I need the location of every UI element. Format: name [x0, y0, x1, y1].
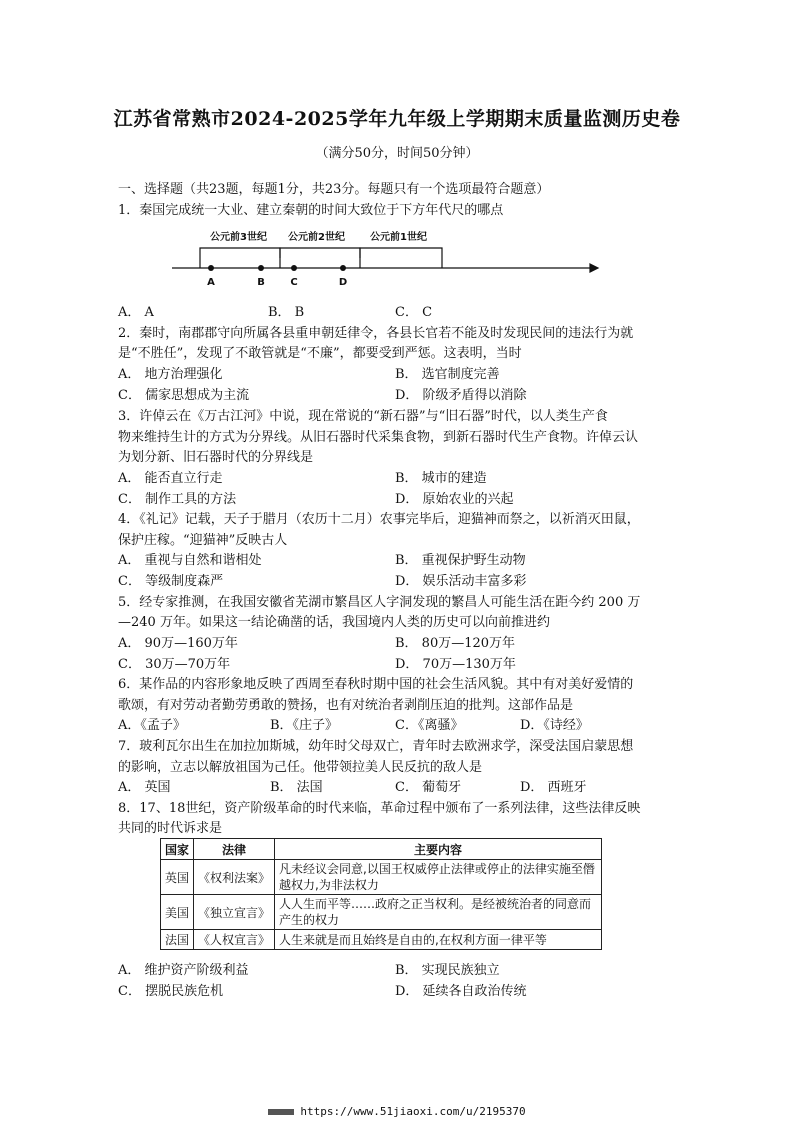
question-8-line: 8．17、18世纪，资产阶级革命的时代来临，革命过程中颁布了一系列法律，这些法律反映 — [118, 801, 641, 816]
option-b: B． 城市的建造 — [395, 471, 487, 486]
option-b: B． 法国 — [270, 780, 323, 795]
timeline-century-label: 公元前3世纪 — [210, 232, 267, 243]
footer — [0, 1105, 794, 1118]
table-cell-content: 凡未经议会同意,以国王权威停止法律或停止的法律实施至僭越权力,为非法权力 — [275, 860, 602, 895]
question-7-line: 7．玻利瓦尔出生在加拉加斯城，幼年时父母双亡，青年时去欧洲求学，深受法国启蒙思想 — [118, 739, 634, 754]
question-4-line: 4．《礼记》记载，天子于腊月（农历十二月）农事完毕后，迎猫神而祭之，以祈消灭田鼠， — [118, 512, 640, 527]
option-d: D． 阶级矛盾得以消除 — [395, 388, 527, 403]
question-5-line: 5．经专家推测，在我国安徽省芜湖市繁昌区人字洞发现的繁昌人可能生活在距今约 200 万 — [118, 595, 641, 610]
table-header-row — [161, 839, 602, 860]
page-title: 江苏省常熟市2024-2025学年九年级上学期期末质量监测历史卷 — [113, 108, 681, 130]
timeline-point-label: C — [290, 277, 298, 288]
option-d: D． 70万—130万年 — [395, 657, 516, 672]
option-d: D． 娱乐活动丰富多彩 — [395, 574, 527, 589]
site-logo-icon — [268, 1109, 294, 1115]
question-6-line: 歌颂，有对劳动者勤劳勇敢的赞扬，也有对统治者剥削压迫的批判。这部作品是 — [118, 698, 574, 713]
question-2-line: 是“不胜任”，发现了不敢管就是“不廉”，都要受到严惩。这表明，当时 — [118, 346, 522, 361]
table-cell-content: 人人生而平等……政府之正当权利。是经被统治者的同意而产生的权力 — [275, 895, 602, 930]
timeline-point — [291, 265, 297, 271]
option-b: B． 实现民族独立 — [395, 963, 500, 978]
timeline-bracket — [200, 248, 280, 258]
option-b: B． B — [268, 305, 305, 320]
timeline-bracket — [360, 248, 442, 268]
table-cell-content: 人生来就是而且始终是自由的,在权利方面一律平等 — [275, 930, 602, 950]
question-5-line: —240 万年。如果这一结论确凿的话，我国境内人类的历史可以向前推进约 — [118, 615, 550, 630]
timeline-point-label: D — [338, 277, 348, 288]
timeline-arrow-icon — [590, 264, 598, 272]
timeline-century-label: 公元前2世纪 — [288, 232, 345, 243]
option-c: C． C — [395, 305, 433, 320]
option-b: B．《庄子》 — [270, 718, 339, 733]
table-header-cell: 国家 — [161, 839, 194, 860]
option-a: A． 维护资产阶级利益 — [118, 963, 249, 978]
timeline-point-label: B — [257, 277, 265, 288]
question-2-line: 2．秦时，南郡郡守向所属各县重申朝廷律令，各县长官若不能及时发现民间的违法行为就 — [118, 326, 634, 341]
question-1-stem: 1．秦国完成统一大业、建立秦朝的时间大致位于下方年代尺的哪点 — [118, 203, 504, 218]
option-c: C． 制作工具的方法 — [118, 492, 237, 507]
table-header-cell: 法律 — [194, 839, 275, 860]
question-6-line: 6．某作品的内容形象地反映了西周至春秋时期中国的社会生活风貌。其中有对美好爱情的 — [118, 677, 634, 692]
option-a: A． 地方治理强化 — [118, 367, 223, 382]
exam-subtitle: （满分50分，时间50分钟） — [315, 146, 479, 161]
table-row — [161, 930, 602, 950]
laws-table — [160, 838, 602, 950]
timeline-point — [208, 265, 214, 271]
question-3-line: 3．许倬云在《万古江河》中说，现在常说的“新石器”与“旧石器”时代，以人类生产食 — [118, 409, 608, 424]
table-cell-law: 《权利法案》 — [194, 860, 275, 895]
timeline-bracket — [280, 248, 360, 258]
timeline-point — [340, 265, 346, 271]
option-c: C． 儒家思想成为主流 — [118, 388, 250, 403]
timeline-century-label: 公元前1世纪 — [370, 232, 427, 243]
table-cell-law: 《独立宣言》 — [194, 895, 275, 930]
option-c: C． 30万—70万年 — [118, 657, 231, 672]
table-cell-country: 美国 — [161, 895, 194, 930]
option-a: A． 英国 — [118, 780, 171, 795]
timeline-ruler — [170, 228, 600, 290]
option-a: A． 90万—160万年 — [118, 636, 238, 651]
option-a: A． 重视与自然和谐相处 — [118, 553, 262, 568]
option-c: C． 等级制度森严 — [118, 574, 224, 589]
option-b: B． 重视保护野生动物 — [395, 553, 526, 568]
option-d: D． 延续各自政治传统 — [395, 984, 527, 999]
option-d: D． 西班牙 — [520, 780, 587, 795]
option-a: A． 能否直立行走 — [118, 471, 223, 486]
option-a: A．《孟子》 — [118, 718, 186, 733]
table-cell-law: 《人权宣言》 — [194, 930, 275, 950]
table-row — [161, 895, 602, 930]
option-b: B． 80万—120万年 — [395, 636, 516, 651]
table-row — [161, 860, 602, 895]
question-4-line: 保护庄稼。“迎猫神”反映古人 — [118, 533, 288, 548]
question-8-line: 共同的时代诉求是 — [118, 821, 223, 836]
timeline-point — [258, 265, 264, 271]
option-c: C． 摆脱民族危机 — [118, 984, 224, 999]
table-cell-country: 法国 — [161, 930, 194, 950]
option-b: B． 选官制度完善 — [395, 367, 500, 382]
option-d: D． 原始农业的兴起 — [395, 492, 514, 507]
table-header-cell: 主要内容 — [275, 839, 602, 860]
table-cell-country: 英国 — [161, 860, 194, 895]
option-c: C．《离骚》 — [395, 718, 464, 733]
option-c: C． 葡萄牙 — [395, 780, 462, 795]
option-d: D．《诗经》 — [520, 718, 589, 733]
question-3-line: 物来维持生计的方式为分界线。从旧石器时代采集食物，到新石器时代生产食物。许倬云认 — [118, 430, 639, 445]
question-3-line: 为划分新、旧石器时代的分界线是 — [118, 450, 314, 465]
timeline-point-label: A — [207, 277, 215, 288]
question-7-line: 的影响，立志以解放祖国为己任。他带领拉美人民反抗的敌人是 — [118, 760, 483, 775]
option-a: A． A — [118, 305, 154, 320]
footer-url[interactable]: https://www.51jiaoxi.com/u/2195370 — [300, 1105, 526, 1118]
section-heading: 一、选择题（共23题，每题1分，共23分。每题只有一个选项最符合题意） — [118, 182, 550, 197]
